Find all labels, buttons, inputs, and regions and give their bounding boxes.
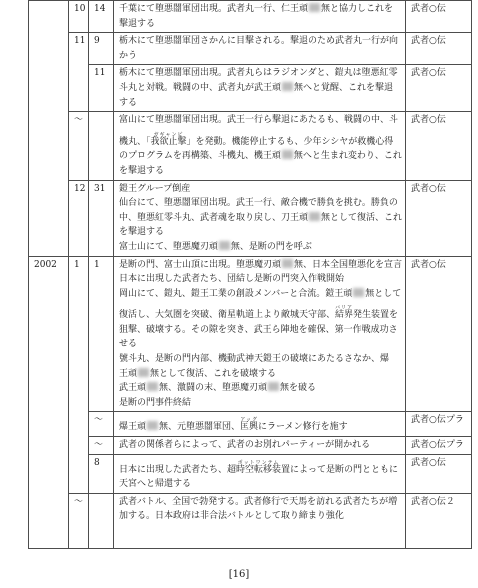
event-text: かう bbox=[119, 50, 138, 61]
event-text: 無へと覚醒、これを撃退 bbox=[294, 82, 394, 93]
event-text: 機丸、「 bbox=[119, 136, 151, 147]
ruby-base-text: 我欲止撃 bbox=[150, 136, 187, 147]
redacted-mark bbox=[138, 368, 149, 377]
timeline-row bbox=[29, 493, 472, 548]
event-text: せる bbox=[119, 339, 138, 350]
ruby-reading: ボットワンテム bbox=[237, 459, 280, 466]
event-text: 無を破る bbox=[280, 383, 317, 394]
event-line bbox=[119, 396, 402, 411]
ruby-annotated-text bbox=[240, 417, 259, 435]
event-text: 號斗丸、是断の門内部、機動武神天鎧王の破壊にあたるさなか、爆 bbox=[119, 354, 390, 365]
event-text: 」を発動。機能停止するも、少年シシヤが救機心得 bbox=[186, 136, 394, 147]
timeline-table bbox=[28, 0, 472, 549]
event-text: 富士山にて、堕悪魔刃頑 bbox=[119, 241, 218, 252]
timeline-row bbox=[29, 412, 472, 437]
event-text: 栃木にて堕悪闇軍団さかんに目撃される。撃退のため武者丸一行が向 bbox=[119, 36, 399, 47]
event-text: 無、日本全国堕悪化を宣言 bbox=[294, 259, 403, 270]
ruby-base-text: 匡興 bbox=[240, 422, 259, 433]
event-line bbox=[119, 49, 402, 64]
event-line bbox=[119, 128, 402, 150]
event-text: 中、堕悪紅零斗丸、武者魂を取り戻し、刀王頑 bbox=[119, 212, 309, 223]
source-cell: 武者○伝 bbox=[406, 65, 472, 112]
timeline-row bbox=[29, 33, 472, 65]
year-cell bbox=[29, 1, 69, 257]
redacted-mark bbox=[147, 382, 158, 391]
event-text: にラーメン修行を施す bbox=[258, 422, 348, 433]
event-text: 是断の門事件終結 bbox=[119, 397, 192, 408]
timeline-row bbox=[29, 1, 472, 33]
event-text: 栃木にて堕悪闇軍団出現。武者丸らはラジオンダと、鎧丸は堕悪紅零 bbox=[119, 68, 398, 79]
timeline-row bbox=[29, 454, 472, 493]
event-text: 富山にて堕悪闇軍団出現。武王一行ら撃退にあたるも、戦闘の中、斗 bbox=[119, 115, 399, 126]
day-cell bbox=[89, 112, 114, 180]
day-cell: 14 bbox=[89, 1, 114, 33]
event-text: 鎧王グループ倒産 bbox=[119, 183, 191, 194]
redacted-mark bbox=[309, 3, 320, 12]
event-line bbox=[119, 509, 402, 524]
event-line bbox=[119, 381, 402, 396]
event-text: 加する。日本政府は非合法バトルとして取り締まり強化 bbox=[119, 511, 344, 522]
event-cell bbox=[114, 493, 406, 548]
event-cell bbox=[114, 112, 406, 180]
event-text: 千葉にて堕悪闇軍団出現。武者丸一行、仁王頑 bbox=[119, 4, 309, 14]
event-text: 武者の関係者らによって、武者のお別れパーティーが開かれる bbox=[119, 440, 371, 451]
source-cell: 武者○伝 bbox=[406, 33, 472, 65]
event-line bbox=[119, 323, 402, 338]
redacted-mark bbox=[147, 421, 158, 430]
event-line bbox=[119, 164, 402, 179]
redacted-mark bbox=[268, 382, 279, 391]
source-cell: 武者○伝 bbox=[406, 1, 472, 33]
event-text: 武者バトル、全国で勃発する。武者修行で天馬を訪れる武者たちが増 bbox=[119, 496, 398, 507]
event-line bbox=[119, 287, 402, 302]
event-text: 日本に出現した武者たち、団結し是断の門突入作戦開始 bbox=[119, 274, 345, 285]
event-line bbox=[119, 96, 402, 111]
ruby-base-text: 超時空転移装置 bbox=[227, 464, 291, 475]
event-line bbox=[119, 225, 402, 240]
ruby-annotated-text bbox=[335, 305, 354, 323]
source-cell: 武者○伝プラ bbox=[406, 437, 472, 455]
event-line bbox=[119, 337, 402, 352]
event-cell bbox=[114, 33, 406, 65]
event-line bbox=[119, 34, 402, 49]
redacted-mark bbox=[219, 241, 230, 250]
event-text: 王頑 bbox=[119, 368, 138, 379]
event-cell bbox=[114, 256, 406, 412]
event-text: 武王頑 bbox=[119, 383, 147, 394]
event-line bbox=[119, 495, 402, 510]
timeline-row bbox=[29, 256, 472, 412]
event-line bbox=[119, 2, 402, 17]
event-cell bbox=[114, 65, 406, 112]
day-cell: ～ bbox=[89, 437, 114, 455]
event-cell bbox=[114, 1, 406, 33]
source-cell: 武者○伝 bbox=[406, 454, 472, 493]
event-text: 撃退する bbox=[119, 18, 156, 29]
ruby-reading: バリア bbox=[335, 305, 354, 312]
event-text: 無として復活、これ bbox=[321, 212, 403, 223]
redacted-mark bbox=[282, 259, 293, 268]
event-text: 仙台にて、堕悪闇軍団出現。武王一行、敵合機で勝負を挑む。勝負の bbox=[119, 198, 398, 209]
event-line bbox=[119, 367, 402, 382]
source-cell: 武者○伝 bbox=[406, 180, 472, 256]
event-text: 斗丸と対戦。戦闘の中、武者丸が武王頑 bbox=[119, 82, 282, 93]
day-cell: 11 bbox=[89, 65, 114, 112]
day-cell: 9 bbox=[89, 33, 114, 65]
day-cell: 31 bbox=[89, 180, 114, 256]
event-text: 無と協力しこれを bbox=[321, 4, 394, 14]
event-text: 無、元堕悪闇軍団、 bbox=[159, 422, 241, 433]
event-text: 無、激闘の末、堕悪魔刃頑 bbox=[159, 383, 268, 394]
event-line bbox=[119, 149, 402, 164]
event-text: 復活し、大気圏を突破、衛星軌道上より敵城天守部、 bbox=[119, 310, 336, 321]
timeline-body bbox=[29, 1, 472, 549]
event-line bbox=[119, 211, 402, 226]
month-cell: 1 bbox=[69, 256, 89, 493]
event-text: 無として復活、これを破壊する bbox=[150, 368, 277, 379]
event-line bbox=[119, 240, 402, 255]
event-line bbox=[119, 196, 402, 211]
event-line bbox=[119, 66, 402, 81]
event-text: 発生装置を bbox=[353, 310, 399, 321]
event-line bbox=[119, 477, 402, 492]
event-text: 爆王頑 bbox=[119, 422, 147, 433]
timeline-row bbox=[29, 112, 472, 180]
month-cell: ～ bbox=[69, 112, 89, 180]
source-cell: 武者○伝プラ bbox=[406, 412, 472, 437]
event-text: 無へと生まれ変わり、これ bbox=[293, 151, 402, 162]
event-line bbox=[119, 438, 402, 453]
month-cell: ～ bbox=[69, 493, 89, 548]
year-cell: 2002 bbox=[29, 256, 69, 548]
event-line bbox=[119, 182, 402, 197]
event-line bbox=[119, 17, 402, 32]
ruby-reading: ガギャンビ bbox=[153, 131, 184, 138]
timeline-row bbox=[29, 65, 472, 112]
ruby-reading: アッグ bbox=[240, 417, 258, 424]
event-line bbox=[119, 81, 402, 96]
event-cell bbox=[114, 437, 406, 455]
event-line bbox=[119, 272, 402, 287]
source-cell: 武者○伝 bbox=[406, 112, 472, 180]
event-text: する bbox=[119, 97, 138, 108]
timeline-sheet bbox=[28, 0, 471, 549]
event-text: 狙撃、破壊する。その隙を突き、武王ら陣地を確保、第一作戦成功さ bbox=[119, 324, 398, 335]
event-text: によって是断の門とともに bbox=[290, 464, 399, 475]
event-line bbox=[119, 352, 402, 367]
event-line bbox=[119, 413, 402, 435]
event-text: を撃退する bbox=[119, 165, 165, 176]
redacted-mark bbox=[282, 150, 293, 159]
event-text: 無、是断の門を呼ぶ bbox=[230, 241, 312, 252]
event-text: を撃退する bbox=[119, 227, 165, 238]
event-text: 天宮へと帰還する bbox=[119, 479, 192, 490]
redacted-mark bbox=[282, 82, 293, 91]
event-text: のプログラムを再構築、斗機丸、機王頑 bbox=[119, 151, 281, 162]
redacted-mark bbox=[309, 212, 320, 221]
event-cell bbox=[114, 454, 406, 493]
timeline-row bbox=[29, 437, 472, 455]
event-text: 岡山にて、鎧丸、鎧王工業の創設メンバーと合流。鎧王頑 bbox=[119, 288, 353, 299]
month-cell: 10 bbox=[69, 1, 89, 33]
page-number: [16] bbox=[228, 569, 250, 580]
event-line bbox=[119, 113, 402, 128]
ruby-annotated-text bbox=[227, 459, 291, 478]
month-cell: 12 bbox=[69, 180, 89, 256]
day-cell: ～ bbox=[89, 412, 114, 437]
event-line bbox=[119, 258, 402, 273]
redacted-mark bbox=[353, 288, 364, 297]
event-text: 無として bbox=[365, 288, 402, 299]
event-cell bbox=[114, 180, 406, 256]
event-cell bbox=[114, 412, 406, 437]
day-cell bbox=[89, 493, 114, 548]
event-text: 是断の門、富士山頂に出現。堕悪魔刃頑 bbox=[119, 259, 282, 270]
ruby-base-text: 結界 bbox=[335, 310, 354, 321]
day-cell: 8 bbox=[89, 454, 114, 493]
ruby-annotated-text bbox=[150, 131, 187, 150]
month-cell: 11 bbox=[69, 33, 89, 112]
event-line bbox=[119, 456, 402, 478]
timeline-row bbox=[29, 180, 472, 256]
event-line bbox=[119, 301, 402, 323]
source-cell: 武者○伝２ bbox=[406, 493, 472, 548]
source-cell: 武者○伝 bbox=[406, 256, 472, 412]
day-cell: 1 bbox=[89, 256, 114, 412]
event-text: 日本に出現した武者たち、 bbox=[119, 464, 228, 475]
